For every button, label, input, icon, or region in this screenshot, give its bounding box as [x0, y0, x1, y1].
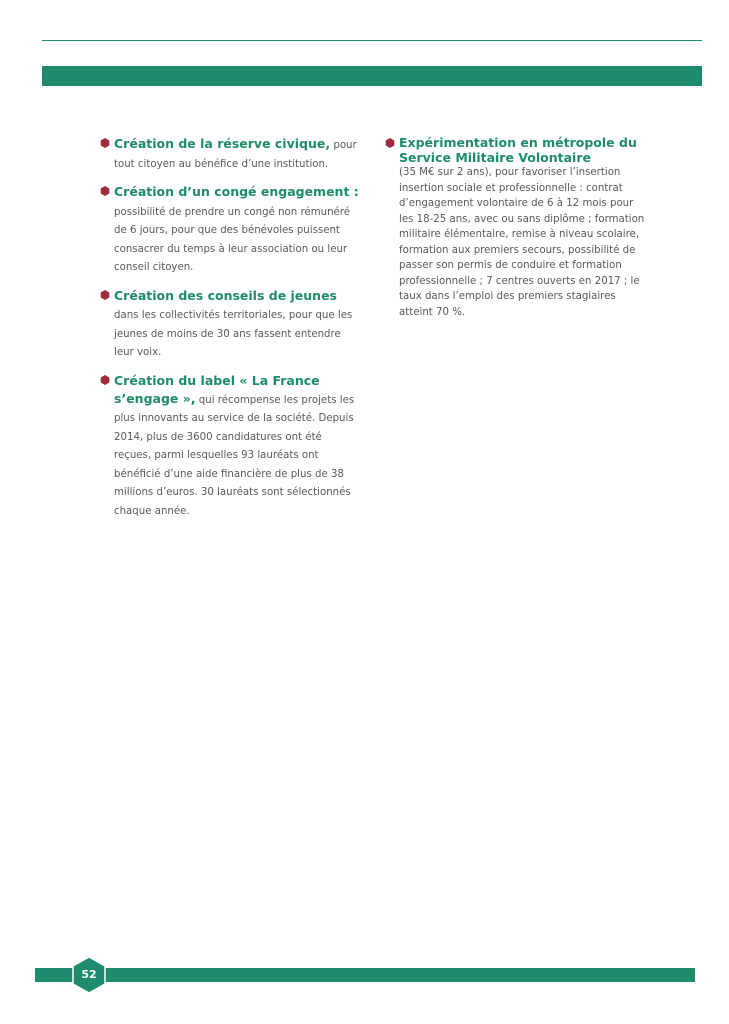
hexagon-bullet-icon [385, 138, 395, 148]
list-item-conseils-jeunes [100, 287, 360, 361]
item-text: qui récompense les projets les plus innovants au service de la société. Depuis 2014, plus de 3600 candidatures ont été reçues, parmi lesquelles 93 lauréats ont bénéficié d’une aide financière de plus de 38 millions d’euros. 30 lauréats sont sélectionnés chaque année. [114, 394, 355, 517]
item-heading: Création d’un congé engagement : [114, 184, 359, 199]
list-item-service-militaire-volontaire [385, 135, 647, 320]
list-item-conge-engagement [100, 183, 360, 276]
item-text: pour tout citoyen au bénéfice d’une institution. [114, 140, 357, 170]
item-heading: Expérimentation en métropole du Service Militaire Volontaire [399, 135, 637, 165]
item-heading: Création du label « La France s’engage », [114, 372, 320, 406]
right-column [385, 135, 647, 331]
item-heading: Création de la réserve civique, [114, 136, 331, 151]
header-band [42, 66, 702, 86]
hexagon-bullet-icon [100, 375, 110, 385]
item-text: dans les collectivités territoriales, pour que les jeunes de moins de 30 ans fassent entendre leur voix. [114, 310, 353, 358]
item-heading: Création des conseils de jeunes [114, 287, 337, 303]
list-item-label-france-sengage [100, 372, 360, 520]
page-number: 52 [81, 968, 97, 981]
hexagon-bullet-icon [100, 138, 110, 148]
item-text: (35 M€ sur 2 ans), pour favoriser l’insertion insertion sociale et professionnelle : contrat d’engagement volontaire de 6 à 12 mois pour les 18-25 ans, avec ou sans diplôme ; formation militaire élémentaire, remise à niveau scolaire, formation aux premiers secours, possibilité de passer son permis de conduire et formation professionnelle ; 7 centres ouverts en 2017 ; le taux dans l’emploi des premiers stagiaires atteint 70 %. [399, 167, 645, 318]
hexagon-bullet-icon [100, 186, 110, 196]
left-column [100, 135, 360, 530]
footer-band [35, 968, 695, 982]
item-text: possibilité de prendre un congé non rémunéré de 6 jours, pour que des bénévoles puissent consacrer du temps à leur association ou leur conseil citoyen. [114, 206, 351, 273]
header-rule [42, 40, 702, 41]
list-item-reserve-civique [100, 135, 360, 172]
hexagon-bullet-icon [100, 290, 110, 300]
